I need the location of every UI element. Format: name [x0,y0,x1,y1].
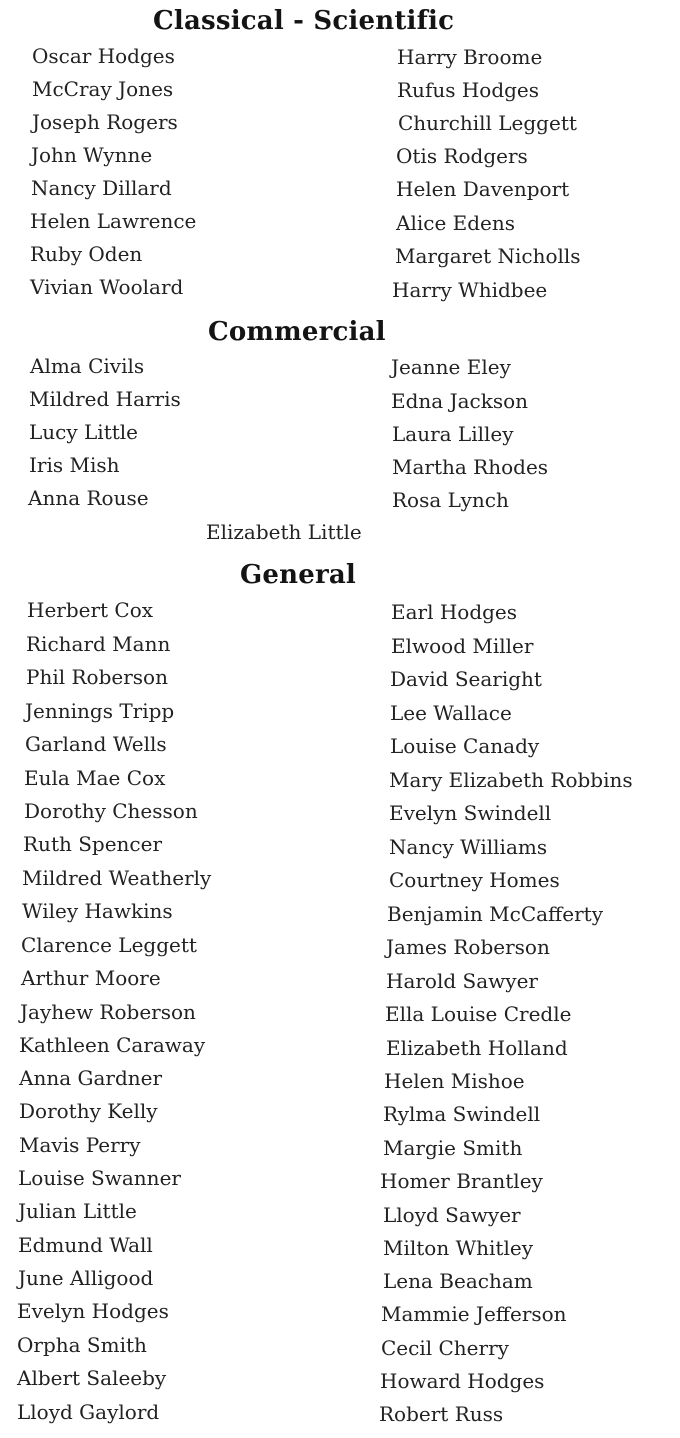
name-right: Harry Broome [397,45,543,69]
section-heading-classical-scientific: Classical - Scientific [153,6,455,36]
name-left: Mavis Perry [19,1133,141,1157]
name-left: Mildred Weatherly [22,866,212,890]
name-right: Helen Davenport [396,177,570,201]
name-left: Lloyd Gaylord [17,1400,160,1424]
name-left: Herbert Cox [27,598,154,622]
name-right: Laura Lilley [392,422,514,446]
name-right: Mammie Jefferson [381,1302,567,1326]
name-right: Martha Rhodes [392,455,549,479]
name-left: Mildred Harris [29,387,181,411]
name-right: Lee Wallace [390,701,512,725]
name-right: Homer Brantley [380,1169,543,1193]
name-right: Alice Edens [396,211,516,235]
name-right: Otis Rodgers [396,144,528,168]
name-left: Lucy Little [29,420,139,444]
name-left: Evelyn Hodges [17,1299,169,1323]
name-centered: Elizabeth Little [206,520,362,544]
name-left: Vivian Woolard [30,275,184,299]
name-right: Robert Russ [379,1402,504,1426]
name-left: Dorothy Kelly [19,1099,158,1123]
name-left: Kathleen Caraway [19,1033,206,1057]
name-right: Harold Sawyer [386,969,538,993]
name-right: Elwood Miller [391,634,534,658]
name-left: Ruth Spencer [23,832,163,856]
name-left: Jayhew Roberson [20,1000,196,1024]
name-left: McCray Jones [32,77,174,101]
name-right: Ella Louise Credle [385,1002,572,1026]
name-left: Ruby Oden [30,242,143,266]
name-right: Margaret Nicholls [395,244,581,268]
name-right: Milton Whitley [383,1236,533,1260]
name-right: Earl Hodges [391,600,518,624]
name-right: Helen Mishoe [384,1069,525,1093]
name-right: Harry Whidbee [392,278,548,302]
name-left: Joseph Rogers [32,110,178,134]
name-left: Wiley Hawkins [22,899,173,923]
name-left: Eula Mae Cox [24,766,166,790]
name-right: David Searight [390,667,542,691]
name-left: Iris Mish [29,453,120,477]
name-right: Courtney Homes [389,868,560,892]
name-left: Oscar Hodges [32,44,175,68]
name-left: Garland Wells [25,732,167,756]
name-left: Louise Swanner [18,1166,181,1190]
name-right: Jeanne Eley [391,355,511,379]
name-right: Mary Elizabeth Robbins [389,768,633,792]
name-left: Helen Lawrence [30,209,197,233]
section-heading-commercial: Commercial [208,317,386,347]
name-right: Nancy Williams [389,835,548,859]
name-left: Edmund Wall [18,1233,153,1257]
name-left: Anna Rouse [28,486,149,510]
name-right: Howard Hodges [380,1369,545,1393]
name-left: Arthur Moore [21,966,161,990]
name-right: Cecil Cherry [381,1336,509,1360]
name-left: Nancy Dillard [31,176,172,200]
name-left: Clarence Leggett [21,933,197,957]
name-left: June Alligood [18,1266,154,1290]
name-left: Albert Saleeby [17,1366,167,1390]
name-right: Louise Canady [390,734,540,758]
name-left: Dorothy Chesson [24,799,198,823]
name-left: Alma Civils [30,354,145,378]
name-left: Julian Little [18,1199,137,1223]
name-left: Phil Roberson [26,665,168,689]
name-left: John Wynne [31,143,153,167]
name-right: Evelyn Swindell [389,801,552,825]
name-right: Rosa Lynch [392,488,509,512]
name-left: Orpha Smith [17,1333,147,1357]
name-left: Richard Mann [26,632,171,656]
name-right: Churchill Leggett [398,111,577,135]
name-right: Elizabeth Holland [386,1036,568,1060]
name-right: Margie Smith [383,1136,523,1160]
name-right: Lloyd Sawyer [383,1203,521,1227]
name-right: James Roberson [386,935,550,959]
name-right: Edna Jackson [391,389,529,413]
name-right: Lena Beacham [383,1269,533,1293]
name-left: Jennings Tripp [25,699,175,723]
name-left: Anna Gardner [19,1066,163,1090]
name-right: Benjamin McCafferty [387,902,603,926]
name-right: Rylma Swindell [383,1102,541,1126]
name-right: Rufus Hodges [397,78,540,102]
section-heading-general: General [240,560,357,590]
